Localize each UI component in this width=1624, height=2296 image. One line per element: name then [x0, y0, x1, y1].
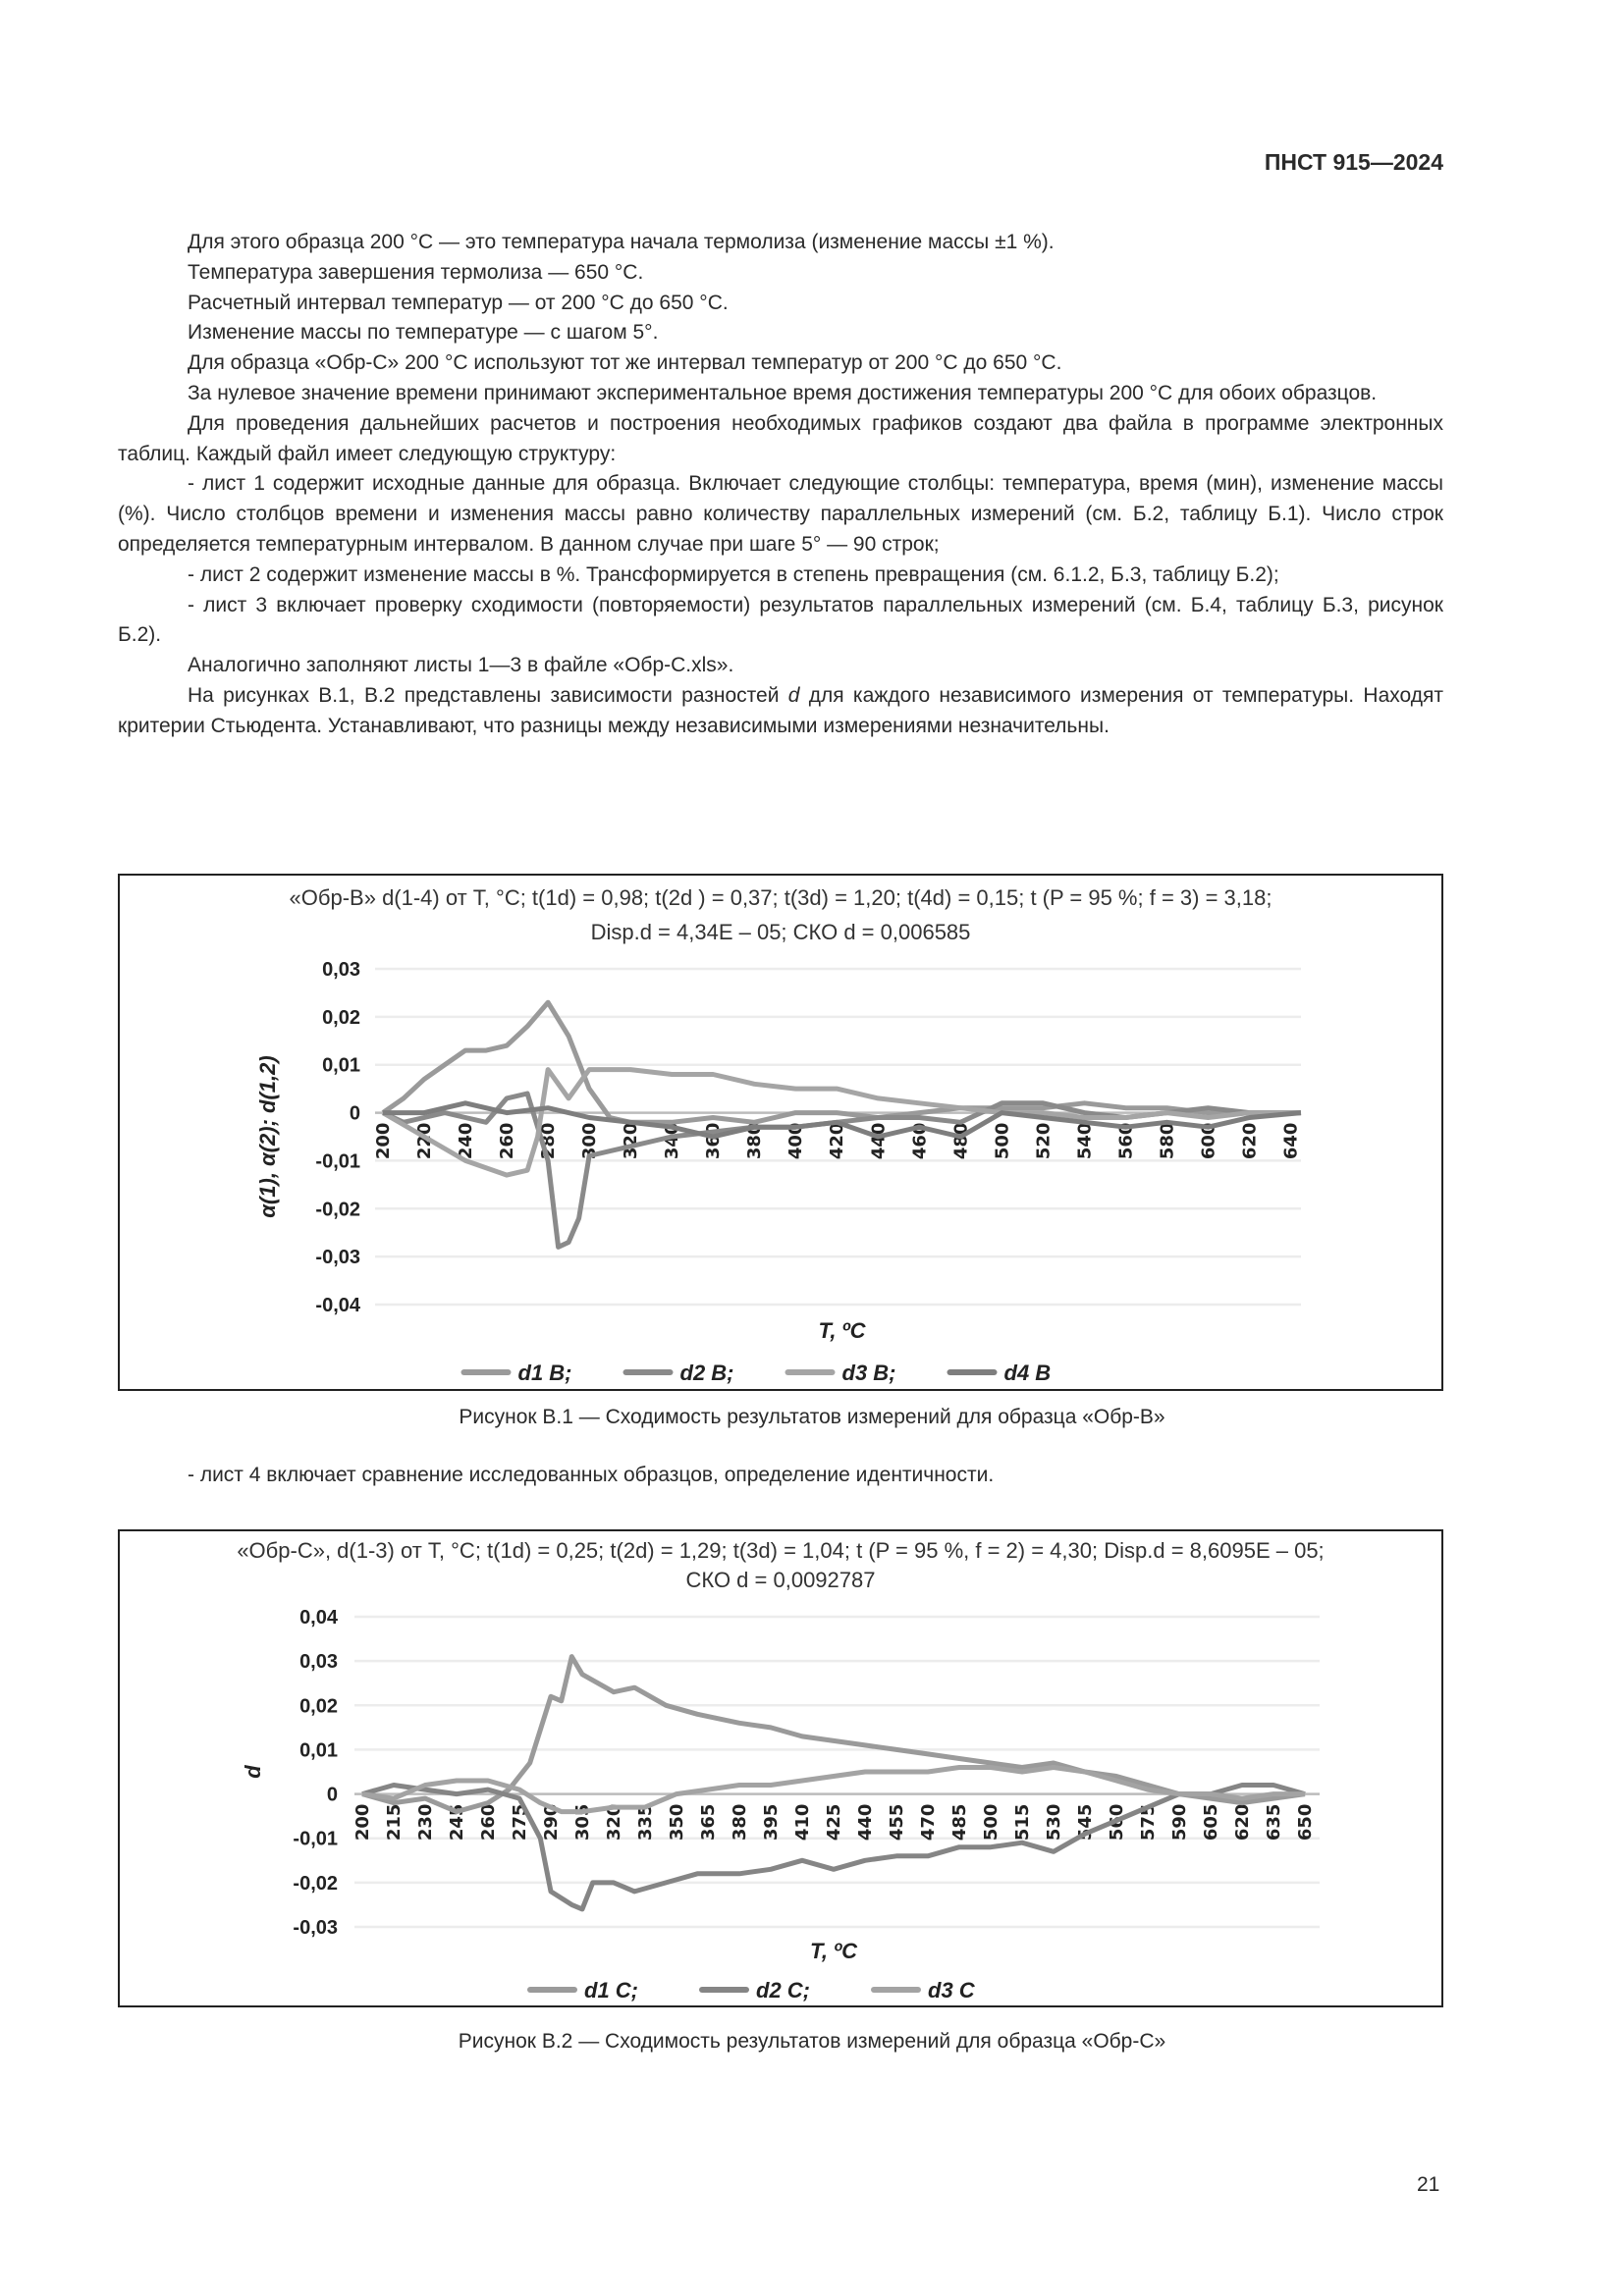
x-tick-label: 640: [1280, 1122, 1302, 1160]
x-tick-label: 590: [1169, 1803, 1190, 1842]
x-tick-label: 410: [792, 1803, 813, 1842]
x-tick-label: 470: [918, 1803, 939, 1842]
x-axis-title: T, ºC: [818, 1318, 866, 1343]
x-tick-label: 650: [1295, 1803, 1316, 1842]
x-tick-label: 580: [1157, 1122, 1178, 1160]
y-tick-label: 0,01: [299, 1739, 338, 1762]
x-tick-label: 395: [761, 1803, 782, 1842]
x-tick-label: 515: [1012, 1803, 1033, 1842]
list-item: - лист 2 содержит изменение массы в %. Трансформируется в степень превращения (см. 6.1.2, Б.3, таблицу Б.2);: [188, 562, 1279, 586]
y-tick-label: -0,01: [293, 1828, 338, 1850]
y-tick-label: 0,02: [299, 1695, 338, 1718]
x-tick-label: 380: [744, 1122, 766, 1160]
figure-1-caption: Рисунок В.1 — Сходимость результатов измерений для образца «Обр-В»: [459, 1406, 1165, 1428]
chart-obr-b: [120, 876, 1441, 1389]
chart-title: СКО d = 0,0092787: [685, 1568, 876, 1592]
x-tick-label: 455: [887, 1803, 907, 1842]
text: для каждого независимого измерения от температуры. Находят критерии Стьюдента. Устанавливают, что разницы между независимыми измерениями незначительны.: [118, 683, 1443, 737]
paragraph: Для этого образца 200 °С — это температура начала термолиза (изменение массы ±1 %).: [188, 231, 1055, 253]
series-line: [362, 1657, 1305, 1812]
text: На рисунках В.1, В.2 представлены зависимости разностей: [188, 683, 788, 707]
figure-2-caption: Рисунок В.2 — Сходимость результатов измерений для образца «Обр-С»: [458, 2030, 1166, 2053]
x-tick-label: 575: [1138, 1803, 1159, 1842]
x-tick-label: 620: [1232, 1803, 1253, 1842]
chart-title: «Обр-С», d(1-3) от T, °C; t(1d) = 0,25; t(2d) = 1,29; t(3d) = 1,04; t (P = 95 %, f = 2) = 4,30; Disp.d = 8,6095E – 05;: [237, 1538, 1325, 1563]
x-tick-label: 200: [352, 1803, 373, 1842]
x-tick-label: 300: [579, 1122, 601, 1160]
x-tick-label: 600: [1198, 1122, 1219, 1160]
list-item: - лист 3 включает проверку сходимости (повторяемости) результатов параллельных измерений (см. Б.4, таблицу Б.3, рисунок Б.2).: [118, 593, 1443, 647]
x-tick-label: 420: [827, 1122, 848, 1160]
y-tick-label: 0: [326, 1784, 338, 1806]
x-tick-label: 530: [1044, 1803, 1064, 1842]
list-item: - лист 1 содержит исходные данные для образца. Включает следующие столбцы: температура, время (мин), изменение массы (%). Число столбцов времени и изменения массы равно количеству параллельных измерений (см. Б.2, таблицу Б.1). Число строк определяется температурным интервалом. В данном случае при шаге 5° — 90 строк;: [118, 472, 1443, 556]
paragraph: Температура завершения термолиза — 650 °С.: [188, 260, 644, 284]
chart-title: «Обр-В» d(1-4) от T, °C; t(1d) = 0,98; t(2d ) = 0,37; t(3d) = 1,20; t(4d) = 0,15; t (P = 95 %; f = 3) = 3,18;: [289, 885, 1272, 910]
x-tick-label: 245: [447, 1803, 467, 1842]
paragraph: Для проведения дальнейших расчетов и построения необходимых графиков создают два файла в программе электронных таблиц. Каждый файл имеет следующую структуру:: [118, 411, 1443, 465]
chart-title: Disp.d = 4,34E – 05; СКО d = 0,006585: [590, 920, 971, 944]
figure-2-chart: [118, 1529, 1443, 2007]
document-number: ПНСТ 915—2024: [1264, 149, 1443, 175]
y-tick-label: 0,01: [322, 1054, 360, 1077]
legend-label: d3 B;: [841, 1361, 896, 1385]
x-tick-label: 290: [541, 1803, 562, 1842]
x-tick-label: 340: [662, 1122, 683, 1160]
x-tick-label: 260: [478, 1803, 499, 1842]
x-tick-label: 365: [698, 1803, 719, 1842]
x-tick-label: 500: [981, 1803, 1001, 1842]
x-tick-label: 360: [703, 1122, 725, 1160]
legend-label: d2 B;: [679, 1361, 734, 1385]
x-tick-label: 335: [635, 1803, 656, 1842]
paragraph: За нулевое значение времени принимают экспериментальное время достижения температуры 200 °С для обоих образцов.: [188, 381, 1378, 404]
x-tick-label: 485: [949, 1803, 970, 1842]
paragraph: [118, 681, 1443, 742]
y-axis-title: α(1), α(2); d(1,2): [255, 1055, 280, 1218]
chart-obr-c: [120, 1531, 1441, 2005]
legend-label: d2 C;: [756, 1978, 810, 2002]
legend-label: d1 B;: [517, 1361, 572, 1385]
x-tick-label: 215: [384, 1803, 405, 1842]
x-tick-label: 560: [1115, 1122, 1137, 1160]
x-tick-label: 520: [1033, 1122, 1055, 1160]
y-tick-label: 0,04: [299, 1607, 338, 1629]
x-tick-label: 605: [1201, 1803, 1221, 1842]
x-tick-label: 545: [1075, 1803, 1096, 1842]
x-tick-label: 220: [414, 1122, 436, 1160]
y-tick-label: 0: [349, 1102, 360, 1125]
x-tick-label: 320: [604, 1803, 624, 1842]
x-tick-label: 380: [730, 1803, 750, 1842]
y-tick-label: -0,03: [315, 1247, 360, 1269]
legend-label: d3 C: [928, 1978, 975, 2002]
x-tick-label: 440: [868, 1122, 890, 1160]
series-line: [362, 1786, 1305, 1909]
x-tick-label: 620: [1239, 1122, 1261, 1160]
y-tick-label: 0,03: [299, 1651, 338, 1674]
body-text: [118, 228, 1443, 742]
x-tick-label: 280: [538, 1122, 560, 1160]
y-tick-label: 0,02: [322, 1006, 360, 1029]
y-axis-title: d: [241, 1765, 265, 1779]
legend-label: d4 B: [1003, 1361, 1052, 1385]
x-tick-label: 635: [1264, 1803, 1284, 1842]
y-tick-label: -0,02: [293, 1872, 338, 1895]
y-tick-label: -0,02: [315, 1199, 360, 1221]
series-line: [383, 1002, 1301, 1122]
y-tick-label: -0,03: [293, 1917, 338, 1939]
x-tick-label: 305: [572, 1803, 593, 1842]
x-tick-label: 320: [621, 1122, 642, 1160]
paragraph: Для образца «Обр-С» 200 °С используют тот же интервал температур от 200 °С до 650 °С.: [188, 351, 1062, 375]
x-tick-label: 230: [415, 1803, 436, 1842]
x-tick-label: 425: [824, 1803, 844, 1842]
paragraph: Расчетный интервал температур — от 200 °С до 650 °С.: [188, 291, 729, 314]
x-tick-label: 350: [667, 1803, 687, 1842]
y-tick-label: -0,04: [315, 1295, 360, 1316]
x-axis-title: T, ºC: [810, 1939, 857, 1963]
y-tick-label: -0,01: [315, 1150, 360, 1173]
paragraph: Аналогично заполняют листы 1—3 в файле «Обр-С.xls».: [188, 654, 734, 677]
x-tick-label: 500: [992, 1122, 1013, 1160]
figure-1-chart: [118, 874, 1443, 1391]
x-tick-label: 260: [497, 1122, 518, 1160]
page-number: 21: [1417, 2173, 1440, 2196]
y-tick-label: 0,03: [322, 959, 360, 981]
legend-label: d1 C;: [584, 1978, 638, 2002]
paragraph: Изменение массы по температуре — с шагом 5°.: [188, 321, 659, 345]
x-tick-label: 480: [950, 1122, 972, 1160]
variable: d: [787, 683, 800, 707]
x-tick-label: 200: [373, 1122, 394, 1160]
x-tick-label: 275: [510, 1803, 530, 1842]
x-tick-label: 460: [909, 1122, 931, 1160]
x-tick-label: 540: [1074, 1122, 1096, 1160]
x-tick-label: 560: [1107, 1803, 1127, 1842]
x-tick-label: 240: [456, 1122, 477, 1160]
x-tick-label: 440: [855, 1803, 876, 1842]
x-tick-label: 400: [785, 1122, 807, 1160]
list-item: - лист 4 включает сравнение исследованных образцов, определение идентичности.: [188, 1464, 995, 1486]
